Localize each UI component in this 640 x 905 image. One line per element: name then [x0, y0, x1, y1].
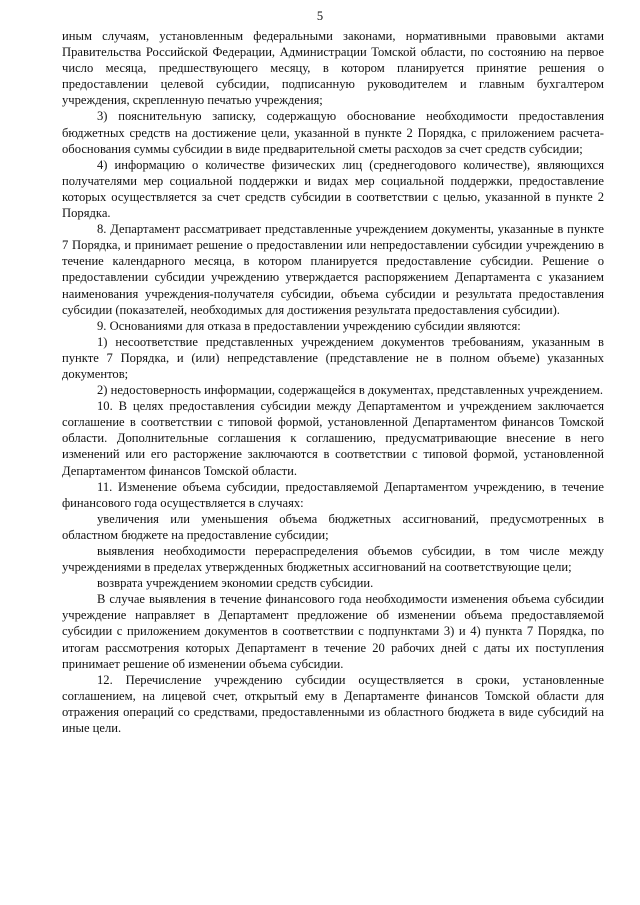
- paragraph-clause-12: 12. Перечисление учреждению субсидии осуществляется в сроки, установленные соглашением, на лицевой счет, открытый ему в Департаменте финансов Томской области для отражения операций со средствами, предоставленными из областного бюджета в виде субсидий на иные цели.: [62, 672, 604, 736]
- paragraph-item-4: 4) информацию о количестве физических лиц (среднегодового количестве), являющихся получателями мер социальной поддержки и видах мер социальной поддержки, предоставление которых осуществляется за счет средств субсидии в соответствии с целью, указанной в пункте 2 Порядка.: [62, 157, 604, 221]
- page-number: 5: [316, 9, 324, 23]
- paragraph-continuation: иным случаям, установленным федеральными законами, нормативными правовыми актами Правительства Российской Федерации, Администрации Томской области, по состоянию на первое число месяца, предшествующего месяцу, в котором планируется принятие решения о предоставлении целевой субсидии, подписанную руководителем и главным бухгалтером учреждения, скрепленную печатью учреждения;: [62, 29, 604, 108]
- paragraph-clause-11-case-1: увеличения или уменьшения объема бюджетных ассигнований, предусмотренных в областном бюджете на предоставление субсидии;: [62, 511, 604, 542]
- paragraph-clause-11-case-2: выявления необходимости перераспределения объемов субсидии, в том числе между учреждениями в пределах утвержденных бюджетных ассигнований на соответствующие цели;: [62, 544, 604, 575]
- paragraph-clause-8: 8. Департамент рассматривает представленные учреждением документы, указанные в пункте 7 Порядка, и принимает решение о предоставлении или непредоставлении субсидии учреждению в течение календарного месяца, в котором планируется предоставление субсидии. Решение о предоставлении субсидии учреждению утверждается распоряжением Департамента с указанием наименования учреждения-получателя субсидии, объема субсидии и результата предоставления субсидии (показателей, необходимых для достижения результата предоставления субсидии).: [62, 222, 604, 317]
- paragraph-clause-9-item-1: 1) несоответствие представленных учреждением документов требованиям, указанным в пункте 7 Порядка, и (или) непредставление (представление не в полном объеме) указанных документов;: [62, 334, 604, 381]
- paragraph-clause-9: 9. Основаниями для отказа в предоставлении учреждению субсидии являются:: [97, 318, 521, 333]
- paragraph-clause-11-procedure: В случае выявления в течение финансового года необходимости изменения объема субсидии учреждение направляет в Департамент предложение об изменении объема предоставляемой субсидии с приложением документов в соответствии с подпунктами 3) и 4) пункта 7 Порядка, по итогам рассмотрения которых Департамент в течение 20 рабочих дней с даты их поступления принимает решение об изменении объема субсидии.: [62, 592, 604, 671]
- paragraph-item-3: 3) пояснительную записку, содержащую обоснование необходимости предоставления бюджетных средств на достижение цели, указанной в пункте 2 Порядка, с приложением расчета-обоснования суммы субсидии в виде предварительной сметы расходов за счет средств субсидии;: [62, 109, 604, 156]
- paragraph-clause-10: 10. В целях предоставления субсидии между Департаментом и учреждением заключается соглашение в соответствии с типовой формой, установленной Департаментом финансов Томской области. Дополнительные соглашения к соглашению, предусматривающие внесение в него изменений или его расторжение заключаются в соответствии с типовой формой, установленной Департаментом финансов Томской области.: [62, 399, 604, 478]
- paragraph-clause-11-case-3: возврата учреждением экономии средств субсидии.: [97, 576, 374, 591]
- paragraph-clause-9-item-2: 2) недостоверность информации, содержащейся в документах, представленных учреждением.: [97, 383, 603, 398]
- document-body: [62, 28, 604, 736]
- paragraph-clause-11: 11. Изменение объема субсидии, предоставляемой Департаментом учреждению, в течение финансового года осуществляется в случаях:: [62, 479, 604, 510]
